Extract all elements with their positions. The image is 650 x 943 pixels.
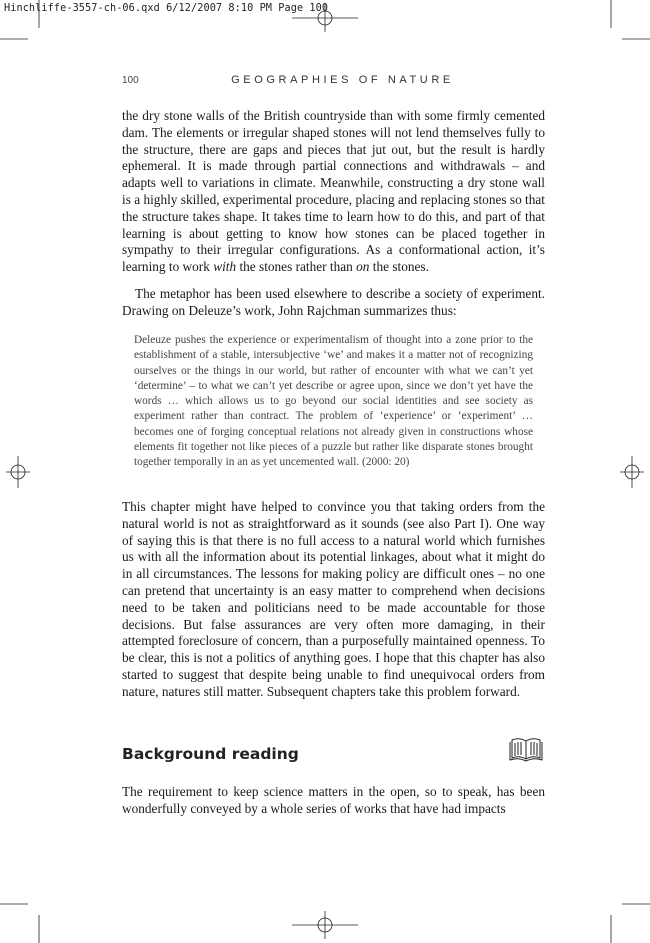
running-head-title: GEOGRAPHIES OF NATURE bbox=[231, 74, 454, 86]
body-paragraph-3: This chapter might have helped to convince you that taking orders from the natural world is not as straightforward as it sounds (see also Part I). One way of saying this is that there is no full access to a natural world which furnishes us with all the information about its potential linkages, about what it might do in all circumstances. The lessons for making policy are difficult ones – no one can pretend that uncertainty is an easy matter to comprehend when decisions need to be taken and politicians need to be made accountable for those decisions. But false assurances are very often more damaging, in their attempted foreclosure of concern, than a purposefully maintained openness. To be clear, this is not a politics of anything goes. I hope that this chapter has also started to suggest that despite being unable to find unequivocal orders from nature, natures still matter. Subsequent chapters take this problem forward. bbox=[122, 499, 545, 699]
running-head bbox=[122, 74, 545, 90]
body-paragraph-4: The requirement to keep science matters in the open, so to speak, has been wonderfully conveyed by a whole series of works that have had impacts bbox=[122, 784, 545, 816]
body-paragraph-2: The metaphor has been used elsewhere to describe a society of experiment. Drawing on Deleuze’s work, John Rajchman summarizes thus: bbox=[122, 286, 545, 318]
section-heading: Background reading bbox=[122, 745, 299, 763]
open-book-icon bbox=[509, 736, 543, 762]
file-slug: Hinchliffe-3557-ch-06.qxd 6/12/2007 8:10 PM Page 100 bbox=[4, 3, 329, 14]
body-paragraph-1: the dry stone walls of the British countryside than with some firmly cemented dam. The elements or irregular shaped stones will not lend themselves fully to the structure, there are gaps and pieces that jut out, but the result is hardly ephemeral. It is made through partial connections and withdrawals – and adapts well to variations in climate. Meanwhile, constructing a dry stone wall is a highly skilled, experimental procedure, placing and replacing stones so that the structure takes shape. It takes time to learn how to do this, and part of that learning is about getting to know how stones can be placed together in sympathy to their irregular configurations. As a conformational action, it’s learning to work with the stones rather than on the stones. bbox=[122, 108, 545, 275]
block-quote: Deleuze pushes the experience or experimentalism of thought into a zone prior to the establishment of a stable, intersubjective ‘we’ and makes it a matter not of recognizing ourselves or the things in our world, but rather of encounter with what we can’t yet ‘determine’ – to what we can’t yet describe or agree upon, since we don’t yet have the words … which allows us to go beyond our social identities and see society as experiment rather than contract. The problem of ‘experience’ or ‘experiment’ … becomes one of forging conceptual relations not already given in constructions whose elements fit together not like pieces of a puzzle but rather like disparate stones brought together temporally in an as yet uncemented wall. (2000: 20) bbox=[134, 334, 533, 469]
page-number: 100 bbox=[122, 75, 139, 86]
